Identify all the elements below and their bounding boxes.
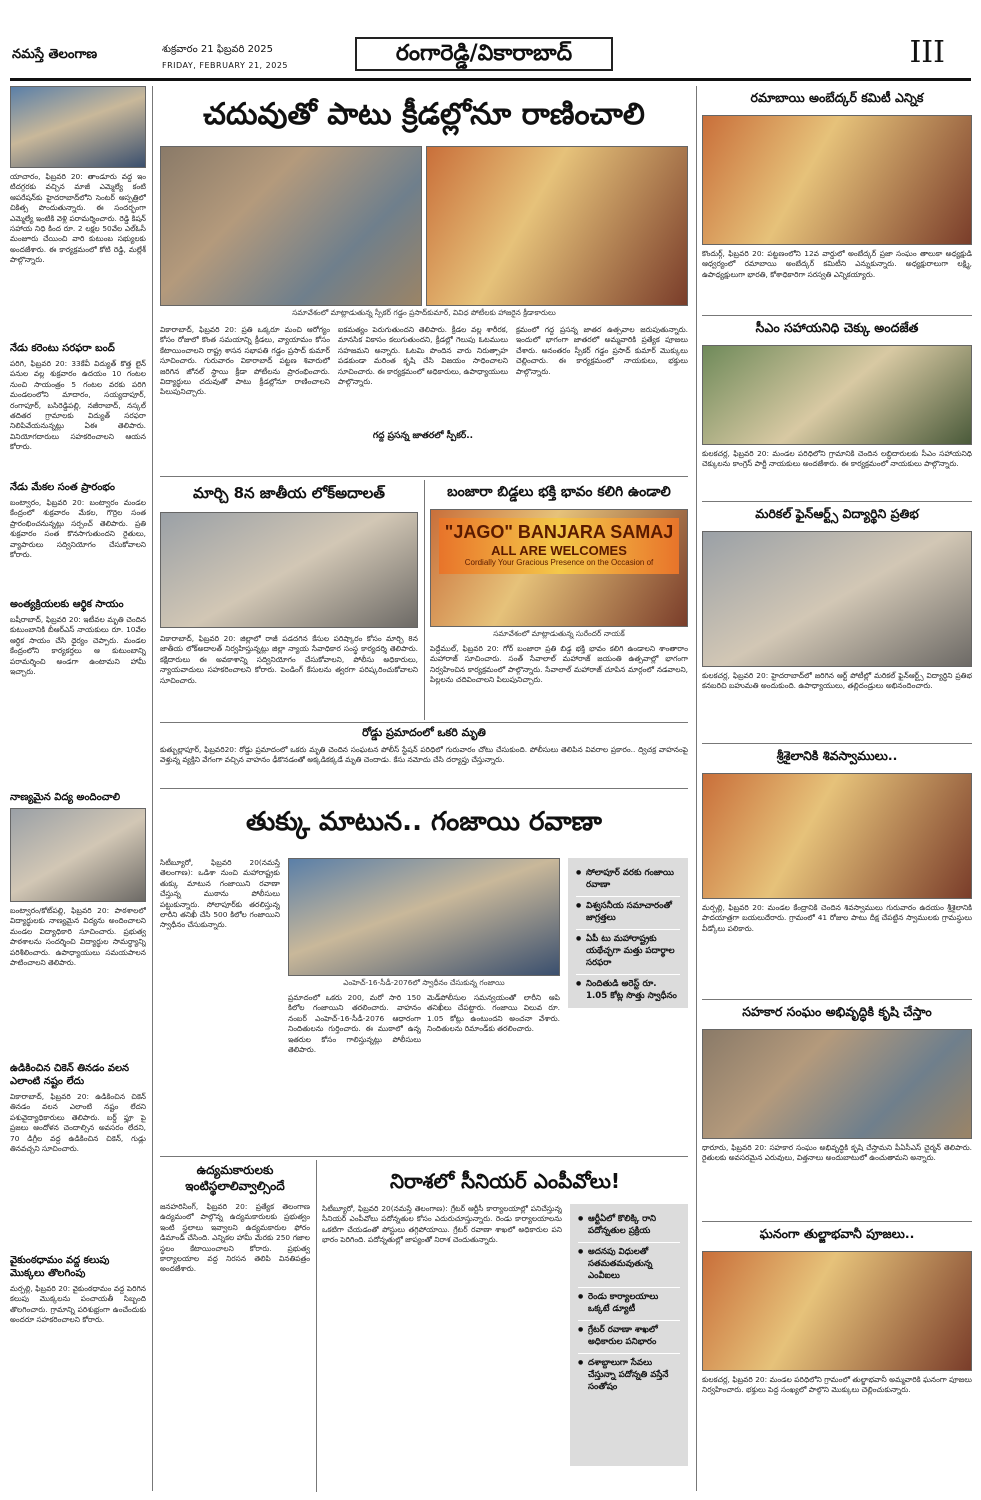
banjara-text: పెద్దేముల్, ఫిబ్రవరి 20: గోర్ బంజారా ప్రతి బిడ్డ భక్తి భావం కలిగి ఉండాలని శాంతారాం మహారాజ్ సూచించారు. సంత్ సేవాలాల్ మహారాజ్ జయంతి ఉత్సవాల్లో భాగంగా నిర్వహించిన కార్యక్రమంలో పాల్గొన్నారు. సేవాలాల్ మహారాజ్ చూపిన మార్గంలో నడవాలని, పిల్లలను చదివించాలని పిలుపునిచ్చారు. xyxy=(430,644,688,685)
jobs-text: జనహరిసింగ్, ఫిబ్రవరి 20: ప్రత్యేక తెలంగాణ ఉద్యమంలో పాల్గొన్న ఉద్యమకారులకు ప్రభుత్వం ఇంటి స్థలాలు ఇవ్వాలని ఉద్యమకారుల ఫోరం డిమాండ్ చేసింది. ఎన్నికల హామీ మేరకు 250 గజాల స్థలం కేటాయించాలని కోరారు. ప్రభుత్వ కార్యాలయాల వద్ద నిరసన తెలిపి వినతిపత్రం అందజేశారు. xyxy=(160,1202,310,1274)
newspaper-brand: నమస్తే తెలంగాణ xyxy=(12,47,98,62)
ganja-body xyxy=(160,858,688,1146)
mpv-body xyxy=(322,1204,688,1484)
ganja-headline: తుక్కు మాటున.. గంజాయి రవాణా xyxy=(246,807,602,837)
lok-adalat-photo xyxy=(160,512,418,628)
mpv-story xyxy=(322,1162,688,1492)
right-photo-2 xyxy=(702,345,972,445)
lead-story xyxy=(160,88,688,472)
lok-adalat-text: వికారాబాద్, ఫిబ్రవరి 20: జిల్లాలో రాజీ పడదగిన కేసుల పరిష్కారం కోసం మార్చి 8న జాతీయ లోక్‌అదాలత్ నిర్వహిస్తున్నట్లు జిల్లా న్యాయ సేవాధికార సంస్థ కార్యదర్శి తెలిపారు. కక్షిదారులు ఈ అవకాశాన్ని సద్వినియోగం చేసుకోవాలని, పోలీసు అధికారులు, న్యాయవాదులు సహకరించాలని కోరారు. పెండింగ్ కేసులను త్వరగా పరిష్కరించుకోవాలని సూచించారు. xyxy=(160,634,418,685)
divider xyxy=(160,722,688,723)
lead-col-2-wrap xyxy=(338,325,508,455)
divider xyxy=(160,1156,688,1157)
left-column xyxy=(10,86,146,1490)
divider xyxy=(316,1160,317,1492)
left-photo-2 xyxy=(10,808,146,902)
ganja-highlight: ● సోలాపూర్ వరకు గంజాయి రవాణా xyxy=(576,864,680,897)
right-headline-3: మరికల్ ఫైన్‌ఆర్ట్స్ విద్యార్థిని ప్రతిభ xyxy=(755,506,919,521)
left-headline-4: అంత్యక్రియలకు ఆర్థిక సాయం xyxy=(10,599,124,610)
banjara-story xyxy=(430,480,688,720)
right-headline-2: సీఎం సహాయనిధి చెక్కు అందజేత xyxy=(755,320,919,335)
lok-adalat-headline: మార్చి 8న జాతీయ లోక్‌అదాలత్ xyxy=(193,484,385,502)
divider xyxy=(702,501,972,502)
ganja-col-2: ప్రమాదంలో ఒకరు 200, మరో సారి 150 కిలోల గంజాయిని తరలించారు. వాహనం నంబర్ ఎంహెచ్-16-సీడీ-2076 ఆధారంగా నిందితులను గుర్తించారు. ఈ ముఠాలో ఉన్న ఇతరుల కోసం గాలిస్తున్నట్లు పోలీసులు తెలిపారు. xyxy=(288,993,421,1055)
accident-text: కుత్బుల్లాపూర్, ఫిబ్రవరి20: రోడ్డు ప్రమాదంలో ఒకరు మృతి చెందిన సంఘటన పోలీస్ స్టేషన్ పరిధిలో గురువారం చోటు చేసుకుంది. పోలీసులు తెలిపిన వివరాల ప్రకారం.. ద్విచక్ర వాహనంపై వెళ్తున్న వ్యక్తిని వేగంగా వచ్చిన వాహనం ఢీకొనడంతో అక్కడికక్కడే మృతి చెందాడు. కేసు నమోదు చేసి దర్యాప్తు చేస్తున్నారు. xyxy=(160,745,688,765)
right-photo-1 xyxy=(702,115,972,245)
left-story-3: బంట్వారం, ఫిబ్రవరి 20: బంట్వారం మండల కేంద్రంలో శుక్రవారం మేకల, గొర్రెల సంత ప్రారంభించనున్నట్లు సర్పంచ్ తెలిపారు. ప్రతి శుక్రవారం సంత కొనసాగుతుందని రైతులు, వ్యాపారులు సద్వినియోగం చేసుకోవాలని కోరారు. xyxy=(10,498,146,560)
divider xyxy=(702,743,972,744)
lead-col-3: క్రమంలో గద్ద ప్రసన్న జాతర ఉత్సవాల జరుపుతున్నారు. ఇందులో భాగంగా జాతరలో అమ్మవారికి ప్రత్యేక పూజలు చేశారు. అనంతరం స్పీకర్ గడ్డం ప్రసాద్ కుమార్ మొక్కులు చెల్లించారు. ఈ కార్యక్రమంలో నాయకులు, భక్తులు పాల్గొన్నారు. xyxy=(516,325,688,376)
page-number: III xyxy=(909,35,945,70)
lead-headline: చదువుతో పాటు క్రీడల్లోనూ రాణించాలి xyxy=(203,97,645,132)
ganja-center-cols xyxy=(288,993,560,1143)
left-headline-2: నేడు కరెంటు సరఫరా బంద్ xyxy=(10,343,115,354)
banner-line-2: ALL ARE WELCOMES xyxy=(491,543,627,558)
jobs-story xyxy=(160,1162,310,1492)
jobs-headline: ఉద్యమకారులకు ఇంటిస్థలాలివ్వాల్సిందే xyxy=(185,1163,285,1193)
divider xyxy=(152,86,153,1491)
banner-line-1: "JAGO" BANJARA SAMAJ xyxy=(444,522,674,542)
lok-adalat-story xyxy=(160,480,418,720)
left-story-7: మర్పల్లి, ఫిబ్రవరి 20: వైకుంఠధామం వద్ద పెరిగిన కలుపు మొక్కలను పంచాయతీ సిబ్బంది తొలగించారు. గ్రామాన్ని పరిశుభ్రంగా ఉంచేందుకు అందరూ సహకరించాలని కోరారు. xyxy=(10,1284,146,1325)
lead-col-1: వికారాబాద్, ఫిబ్రవరి 20: ప్రతి ఒక్కరూ మంచి ఆరోగ్యం కోసం రోజులో కొంత సమయాన్ని క్రీడలు, వ్యాయామం కోసం కేటాయించాలని రాష్ట్ర శాసన సభాపతి గడ్డం ప్రసాద్ కుమార్ సూచించారు. గురువారం వికారాబాద్ పట్టణ శివారులో జరిగిన జోనల్ స్థాయి క్రీడా పోటీలను ప్రారంభించారు. విద్యార్థులు చదువుతో పాటు క్రీడల్లోనూ రాణించాలని పిలుపునిచ్చారు. xyxy=(160,325,330,397)
right-column xyxy=(702,86,972,1492)
ganja-photo-caption: ఎంహెచ్-16-సీడీ-2076లో స్వాధీనం చేసుకున్న గంజాయి xyxy=(343,978,505,987)
divider xyxy=(702,999,972,1000)
district-title: రంగారెడ్డి/వికారాబాద్ xyxy=(355,37,613,71)
divider xyxy=(696,86,697,1491)
divider xyxy=(702,315,972,316)
masthead-rule xyxy=(10,78,971,81)
mpv-text: సిటీబ్యూరో, ఫిబ్రవరి 20(నమస్తే తెలంగాణ): గ్రేటర్ ఆర్టీసీ కార్యాలయాల్లో పనిచేస్తున్న సీనియర్ ఎంపీవోలు పదోన్నతుల కోసం ఎదురుచూస్తున్నారు. రెండు కార్యాలయాలను ఒకటిగా చేయడంతో పోస్టులు తగ్గిపోయాయి. గ్రేటర్ రవాణా శాఖలో అధికారుల పని భారం పెరిగింది. పదోన్నతుల్లో జాప్యంతో నిరాశ చెందుతున్నారు. xyxy=(322,1204,562,1245)
right-headline-4: శ్రీశైలానికి శివస్వాములు.. xyxy=(776,748,898,763)
banjara-headline: బంజారా బిడ్డలు భక్తి భావం కలిగి ఉండాలి xyxy=(447,484,671,500)
right-headline-1: రమాబాయి అంబేద్కర్ కమిటీ ఎన్నిక xyxy=(750,90,924,105)
ganja-highlight: ● విశ్వసనీయ సమాచారంతో జాగ్రత్తలు xyxy=(576,897,680,930)
ganja-col-1: సిటీబ్యూరో, ఫిబ్రవరి 20(నమస్తే తెలంగాణ): ఒడిశా నుంచి మహారాష్ట్రకు తుక్కు మాటున గంజాయిని రవాణా చేస్తున్న ముఠాను పోలీసులు పట్టుకున్నారు. సోలాపూర్‌కు తరలిస్తున్న లారీని తనిఖీ చేసి 500 కిలోల గంజాయిని స్వాధీనం చేసుకున్నారు. xyxy=(160,858,280,930)
left-story-4: బషీరాబాద్, ఫిబ్రవరి 20: ఇటీవల మృతి చెందిన కుటుంబానికి బీఆర్‌ఎస్ నాయకులు రూ. 10వేల ఆర్థిక సాయం చేసి ధైర్యం చెప్పారు. మండల కేంద్రంలోని కార్యకర్తలు ఆ కుటుంబాన్ని పరామర్శించి అండగా ఉంటామని హామీ ఇచ్చారు. xyxy=(10,615,146,677)
ganja-left-wrap xyxy=(160,858,280,1146)
ganja-highlight: ● ఏపీ టు మహారాష్ట్రకు యథేచ్ఛగా మత్తు పదార్థాల సరఫరా xyxy=(576,930,680,975)
divider xyxy=(160,788,688,789)
accident-story xyxy=(160,726,688,784)
lead-photo-athletes xyxy=(426,146,688,306)
left-story-5: బంట్వారం/కోట్‌పల్లి, ఫిబ్రవరి 20: పాఠశాలలో విద్యార్థులకు నాణ్యమైన విద్యను అందించాలని మండల విద్యాధికారి సూచించారు. ప్రభుత్వ పాఠశాలను సందర్శించి విద్యార్థుల సామర్థ్యాన్ని పరిశీలించారు. ఉపాధ్యాయులు సమయపాలన పాటించాలని తెలిపారు. xyxy=(10,906,146,968)
lead-photo-caption: సమావేశంలో మాట్లాడుతున్న స్పీకర్ గడ్డం ప్రసాద్‌కుమార్, వివిధ పోటీలకు హాజరైన క్రీడాకారులు xyxy=(292,308,556,317)
banner-line-3: Cordially Your Gracious Presence on the Occasion of xyxy=(464,558,654,567)
right-photo-3 xyxy=(702,531,972,667)
right-story-6: కులకచర్ల, ఫిబ్రవరి 20: మండల పరిధిలోని గ్రామంలో తుల్జాభవానీ అమ్మవారికి ఘనంగా పూజలు నిర్వహించారు. భక్తులు పెద్ద సంఖ్యలో పాల్గొని మొక్కులు చెల్లించుకున్నారు. xyxy=(702,1375,972,1395)
mpv-highlights xyxy=(570,1204,688,1466)
left-headline-6: ఉడికించిన చికెన్ తినడం వలన ఎలాంటి నష్టం లేదు xyxy=(10,1063,130,1087)
mpv-highlight: ● ఆర్టీఏలో కొలిక్కి రాని పదోన్నతుల ప్రక్రియ xyxy=(578,1210,680,1243)
right-photo-5 xyxy=(702,1029,972,1139)
left-headline-3: నేడు మేకల సంత ప్రారంభం xyxy=(10,482,115,493)
divider xyxy=(160,476,688,477)
ganja-photo xyxy=(288,858,560,976)
right-headline-5: సహకార సంఘం అభివృద్ధికి కృషి చేస్తాం xyxy=(742,1004,932,1019)
divider xyxy=(702,1221,972,1222)
lead-photo-speaker xyxy=(160,146,422,306)
ganja-col-3: మెడ్‌పోలీసుల సమన్వయంతో లారీని ఆపి తనిఖీలు చేపట్టారు. గంజాయి విలువ రూ. 1.05 కోట్లు ఉంటుందని అంచనా వేశారు. నిందితులను రిమాండ్‌కు తరలించారు. xyxy=(427,993,560,1034)
right-story-5: ధారూరు, ఫిబ్రవరి 20: సహకార సంఘం అభివృద్ధికి కృషి చేస్తామని పీఏసీఎస్ చైర్మన్ తెలిపారు. రైతులకు అవసరమైన ఎరువులు, విత్తనాలు అందుబాటులో ఉంచుతామని అన్నారు. xyxy=(702,1143,972,1163)
right-photo-6 xyxy=(702,1251,972,1371)
ganja-highlight: ● నిందితుడి అరెస్ట్ రూ. 1.05 కోట్ల సొత్తు స్వాధీనం xyxy=(576,975,680,1007)
mpv-highlight: ● రెండు కార్యాలయాలు ఒక్కటే డ్యూటీ xyxy=(578,1288,680,1321)
banjara-photo xyxy=(430,509,688,627)
right-photo-4 xyxy=(702,773,972,899)
right-story-2: కులకచర్ల, ఫిబ్రవరి 20: మండల పరిధిలోని గ్రామానికి చెందిన లబ్ధిదారులకు సీఎం సహాయనిధి చెక్కులను కాంగ్రెస్ పార్టీ నాయకులు అందజేశారు. ఈ కార్యక్రమంలో నాయకులు పాల్గొన్నారు. xyxy=(702,449,972,469)
divider xyxy=(424,480,425,720)
lead-col-2: ఐకమత్యం పెరుగుతుందని తెలిపారు. క్రీడల వల్ల శారీరక, మానసిక వికాసం కలుగుతుందని, క్రీడల్లో గెలుపు ఓటములు సహజమని అన్నారు. ఓటమి పొందిన వారు నిరుత్సాహ పడకుండా మరింత కృషి చేసి విజయం సాధించాలని సూచించారు. ఈ కార్యక్రమంలో అధికారులు, ఉపాధ్యాయులు పాల్గొన్నారు. xyxy=(338,325,508,387)
masthead xyxy=(10,35,971,75)
ganja-center-wrap xyxy=(288,858,560,1146)
lead-text-columns xyxy=(160,325,688,455)
mpv-highlight: ● గ్రేటర్ రవాణా శాఖలో అధికారుల పనిభారం xyxy=(578,1321,680,1354)
left-photo-1 xyxy=(10,86,146,168)
banjara-caption: సమావేశంలో మాట్లాడుతున్న సురేందర్ నాయక్ xyxy=(493,629,625,638)
date-english: FRIDAY, FEBRUARY 21, 2025 xyxy=(162,61,288,70)
left-headline-5: నాణ్యమైన విద్య అందించాలి xyxy=(10,792,121,803)
left-story-1: యాచారం, ఫిబ్రవరి 20: తాండూరు వద్ద ఇం టిదగ్గరకు వచ్చిన మాజీ ఎమ్మెల్యే కంటి ఆపరేషన్‌కు హైదరాబాద్‌లోని సెంటర్ ఆస్పత్రిలో చికిత్స పొందుతున్నారు. ఈ సందర్భంగా ఎమ్మెల్యే ఇంటికి వెళ్లి పరామర్శించారు. రెడ్డి కిషన్ సహాయ నిధి కింద రూ. 2 లక్షల 50వేల ఎల్‌ఓసీ మంజూరు చేయించి వారి కుటుంబ సభ్యులకు అందజేశారు. ఈ కార్యక్రమంలో కోటి రెడ్డి, మల్లేశ్ పాల్గొన్నారు. xyxy=(10,172,146,265)
date-telugu: శుక్రవారం 21 ఫిబ్రవరి 2025 xyxy=(162,44,274,55)
left-headline-7: వైకుంఠధామం వద్ద కలుపు మొక్కలు తొలగింపు xyxy=(10,1255,110,1279)
accident-headline: రోడ్డు ప్రమాదంలో ఒకరి మృతి xyxy=(362,726,486,739)
ganja-highlights xyxy=(568,858,688,1008)
ganja-story xyxy=(160,792,688,1152)
left-story-2: పరిగి, ఫిబ్రవరి 20: 33కేవీ విద్యుత్ కొత్త లైన్ పనుల వల్ల శుక్రవారం ఉదయం 10 గంటల నుంచి సాయంత్రం 5 గంటల వరకు పరిగి మండలంలోని మాదారం, సయ్యదాపూర్, రంగాపూర్, బసిరెడ్డిపల్లి, నజీరాబాద్, నస్కల్ తదితర గ్రామాలకు విద్యుత్ సరఫరా నిలిపివేయనున్నట్లు ఏఈ తెలిపారు. వినియోగదారులు సహకరించాలని ఆయన కోరారు. xyxy=(10,359,146,452)
right-story-4: మర్పల్లి, ఫిబ్రవరి 20: మండల కేంద్రానికి చెందిన శివస్వాములు గురువారం ఉదయం శ్రీశైలానికి పాదయాత్రగా బయలుదేరారు. గ్రామంలో 41 రోజుల పాటు దీక్ష చేపట్టిన స్వాములకు గ్రామస్థులు వీడ్కోలు పలికారు. xyxy=(702,903,972,933)
right-story-1: కొందుర్గ్, ఫిబ్రవరి 20: పట్టణంలోని 12వ వార్డులో అంబేద్కర్ ప్రజా సంఘం తాలుకా అధ్యక్షుడి ఆధ్వర్యంలో రమాబాయి అంబేద్కర్ కమిటీని ఎన్నుకున్నారు. అధ్యక్షురాలుగా లక్ష్మి, ఉపాధ్యక్షులుగా భారతి, కోశాధికారిగా సరస్వతి ఎన్నికయ్యారు. xyxy=(702,249,972,279)
mpv-headline: నిరాశలో సీనియర్ ఎంపీవోలు! xyxy=(390,1169,620,1193)
banjara-banner xyxy=(439,518,679,574)
mpv-highlight: ● అదనపు విధులతో సతమతమవుతున్న ఎంవీఐలు xyxy=(578,1243,680,1288)
dateline xyxy=(162,43,288,70)
lead-subhead: గద్ద ప్రసన్న జాతరలో స్పీకర్.. xyxy=(372,431,474,441)
lead-photos xyxy=(160,146,688,306)
right-headline-6: ఘనంగా తుల్జాభవానీ పూజలు.. xyxy=(759,1226,915,1241)
right-story-3: కులకచర్ల, ఫిబ్రవరి 20: హైదరాబాద్‌లో జరిగిన ఆర్ట్ పోటీల్లో మరికల్ ఫైన్‌ఆర్ట్స్ విద్యార్థిని ప్రతిభ కనబరిచి బహుమతి అందుకుంది. ఉపాధ్యాయులు, తల్లిదండ్రులు అభినందించారు. xyxy=(702,671,972,691)
left-story-6: వికారాబాద్, ఫిబ్రవరి 20: ఉడికించిన చికెన్ తినడం వలన ఎలాంటి నష్టం లేదని పశువైద్యాధికారులు తెలిపారు. బర్డ్ ఫ్లూ పై ప్రజలు ఆందోళన చెందాల్సిన అవసరం లేదని, 70 డిగ్రీల వద్ద ఉడికించిన చికెన్, గుడ్లు తినవచ్చని సూచించారు. xyxy=(10,1092,146,1154)
mpv-highlight: ● దశాబ్దాలుగా సేవలు చేస్తున్నా పదోన్నతి వస్తేనే సంతోషం xyxy=(578,1354,680,1398)
